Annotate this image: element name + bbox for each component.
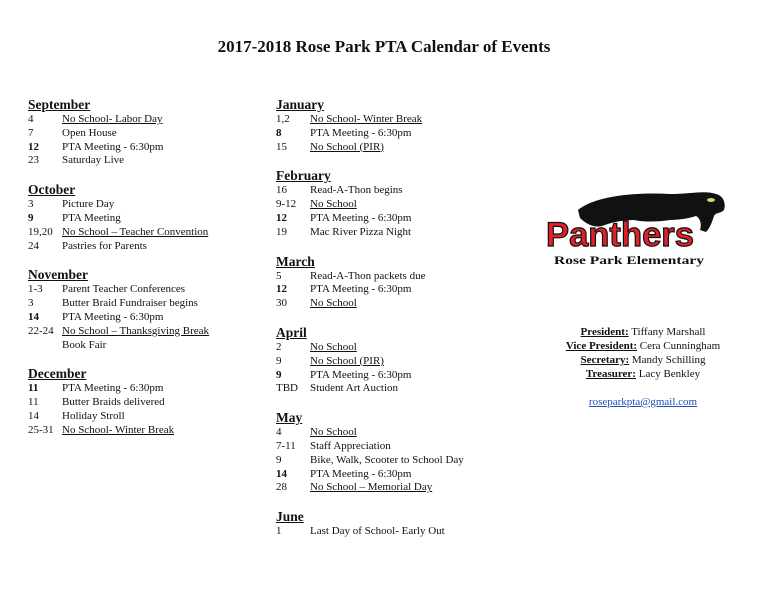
event-date (28, 339, 62, 353)
event-description: PTA Meeting - 6:30pm (62, 382, 164, 395)
event-date: 7-11 (276, 439, 296, 452)
officer-name: Tiffany Marshall (631, 326, 706, 338)
event-description: No School – Thanksgiving Break (62, 324, 210, 337)
event-row (28, 226, 268, 240)
event-description: PTA Meeting - 6:30pm (310, 126, 412, 139)
event-row (28, 410, 268, 424)
event-row (276, 113, 526, 127)
event-row (28, 339, 268, 353)
event-date: 28 (276, 481, 287, 494)
month-heading-november: November (28, 267, 88, 283)
event-description: PTA Meeting - 6:30pm (310, 467, 412, 480)
calendar-column-fall (28, 97, 268, 438)
officers-block (532, 325, 754, 409)
event-date: 3 (28, 297, 34, 310)
event-date: 1,2 (276, 113, 290, 125)
event-row (276, 369, 526, 383)
event-description: Pastries for Parents (62, 239, 147, 252)
officer-name: Cera Cunningham (639, 340, 721, 352)
event-description: Student Art Auction (310, 382, 398, 395)
event-description: Read-A-Thon begins (310, 184, 403, 197)
event-date: 11 (28, 382, 39, 395)
month-heading-december: December (28, 366, 87, 382)
event-row (28, 141, 268, 155)
event-description: PTA Meeting - 6:30pm (310, 368, 412, 381)
event-date: 1-3 (28, 283, 43, 296)
panthers-logo (540, 182, 740, 282)
event-row (276, 525, 526, 539)
event-row (28, 325, 268, 339)
event-date: 8 (276, 126, 282, 139)
officer-line (532, 325, 754, 339)
event-description: Last Day of School- Early Out (310, 525, 445, 538)
event-description: PTA Meeting (62, 211, 121, 224)
event-row (276, 481, 526, 495)
event-row (276, 341, 526, 355)
event-description: Mac River Pizza Night (310, 225, 412, 238)
event-row (276, 426, 526, 440)
officer-line (532, 339, 754, 353)
event-description: PTA Meeting - 6:30pm (62, 140, 164, 153)
event-description: No School- Winter Break (62, 423, 175, 436)
event-date: 4 (28, 113, 34, 125)
event-date: 3 (28, 198, 34, 211)
event-date: 30 (276, 297, 287, 310)
event-row (28, 212, 268, 226)
event-description: Picture Day (62, 198, 115, 211)
event-description: No School (310, 340, 357, 353)
event-row (276, 270, 526, 284)
event-description: No School (310, 426, 357, 439)
event-row (28, 297, 268, 311)
event-date: 12 (276, 211, 287, 224)
event-date: 9 (28, 211, 34, 224)
event-row (276, 468, 526, 482)
month-heading-october: October (28, 182, 76, 198)
event-description: Holiday Stroll (62, 409, 125, 422)
event-date: 14 (276, 467, 287, 480)
event-date: 12 (276, 283, 287, 296)
event-date: 2 (276, 340, 282, 353)
event-row (28, 113, 268, 127)
event-row (276, 283, 526, 297)
event-date: 14 (28, 310, 39, 323)
officer-role: Treasurer: (585, 368, 636, 380)
page-title: 2017-2018 Rose Park PTA Calendar of Events (217, 37, 551, 56)
event-date: TBD (276, 382, 298, 395)
email-link[interactable]: roseparkpta@gmail.com (588, 396, 698, 408)
month-heading-march: March (276, 253, 315, 269)
officer-list (532, 325, 754, 381)
event-row (28, 311, 268, 325)
event-date: 24 (28, 239, 39, 252)
event-row (276, 127, 526, 141)
month-heading-february: February (276, 168, 331, 184)
event-description: No School- Winter Break (310, 113, 423, 125)
officer-role: Secretary: (580, 354, 630, 366)
officer-name: Mandy Schilling (631, 354, 706, 366)
month-heading-january: January (276, 97, 325, 112)
event-date: 19,20 (28, 225, 53, 238)
event-date: 9-12 (276, 198, 297, 211)
event-date: 9 (276, 368, 282, 381)
event-date: 7 (28, 126, 34, 139)
event-row (28, 382, 268, 396)
event-description: No School (PIR) (310, 140, 384, 153)
event-date: 22-24 (28, 324, 54, 337)
event-row (28, 283, 268, 297)
event-row (276, 198, 526, 212)
event-description: No School (310, 297, 357, 310)
event-row (28, 127, 268, 141)
event-date: 11 (28, 396, 39, 409)
event-row (28, 198, 268, 212)
event-description: No School – Teacher Convention (62, 225, 209, 238)
event-date: 9 (276, 453, 282, 466)
event-date: 23 (28, 154, 39, 167)
event-date: 15 (276, 140, 287, 153)
month-heading-may: May (276, 410, 303, 426)
event-description: Staff Appreciation (310, 439, 391, 452)
event-row (276, 212, 526, 226)
event-row (276, 355, 526, 369)
event-description: Butter Braids delivered (62, 396, 165, 409)
month-heading-september: September (28, 97, 91, 112)
event-description: Butter Braid Fundraiser begins (62, 297, 198, 310)
event-date: 4 (276, 426, 282, 439)
event-row (276, 382, 526, 396)
event-description: Book Fair (62, 338, 107, 351)
event-description: Saturday Live (62, 154, 125, 167)
event-description: No School – Memorial Day (310, 481, 433, 494)
event-row (28, 154, 268, 168)
event-row (276, 226, 526, 240)
officer-name: Lacy Benkley (638, 368, 701, 380)
event-description: PTA Meeting - 6:30pm (310, 211, 412, 224)
event-row (276, 184, 526, 198)
event-date: 1 (276, 525, 282, 538)
event-date: 16 (276, 184, 287, 197)
event-row (28, 396, 268, 410)
event-description: Parent Teacher Conferences (62, 283, 186, 296)
event-description: No School (310, 198, 357, 211)
event-description: PTA Meeting - 6:30pm (62, 310, 164, 323)
event-description: No School- Labor Day (62, 113, 163, 125)
event-date: 14 (28, 409, 39, 422)
month-heading-june: June (276, 509, 304, 525)
event-row (276, 297, 526, 311)
event-row (276, 141, 526, 155)
officer-role: Vice President: (565, 340, 638, 352)
event-date: 5 (276, 269, 282, 282)
event-date: 12 (28, 140, 39, 153)
panther-eye-icon (707, 198, 715, 202)
event-description: Open House (62, 126, 117, 139)
month-heading-april: April (276, 324, 307, 340)
officer-line (532, 367, 754, 381)
event-description: Bike, Walk, Scooter to School Day (310, 453, 464, 466)
event-date: 25-31 (28, 423, 54, 436)
event-row (276, 454, 526, 468)
calendar-column-spring (276, 97, 526, 539)
event-description: PTA Meeting - 6:30pm (310, 283, 412, 296)
event-description: No School (PIR) (310, 354, 384, 367)
event-row (28, 424, 268, 438)
logo-subtitle: Rose Park Elementary (554, 253, 704, 267)
event-description: Read-A-Thon packets due (310, 269, 426, 282)
logo-word: Panthers (546, 216, 694, 254)
event-row (28, 240, 268, 254)
officer-line (532, 353, 754, 367)
event-row (276, 440, 526, 454)
officer-role: President: (580, 326, 629, 338)
event-date: 9 (276, 354, 282, 367)
event-date: 19 (276, 225, 287, 238)
